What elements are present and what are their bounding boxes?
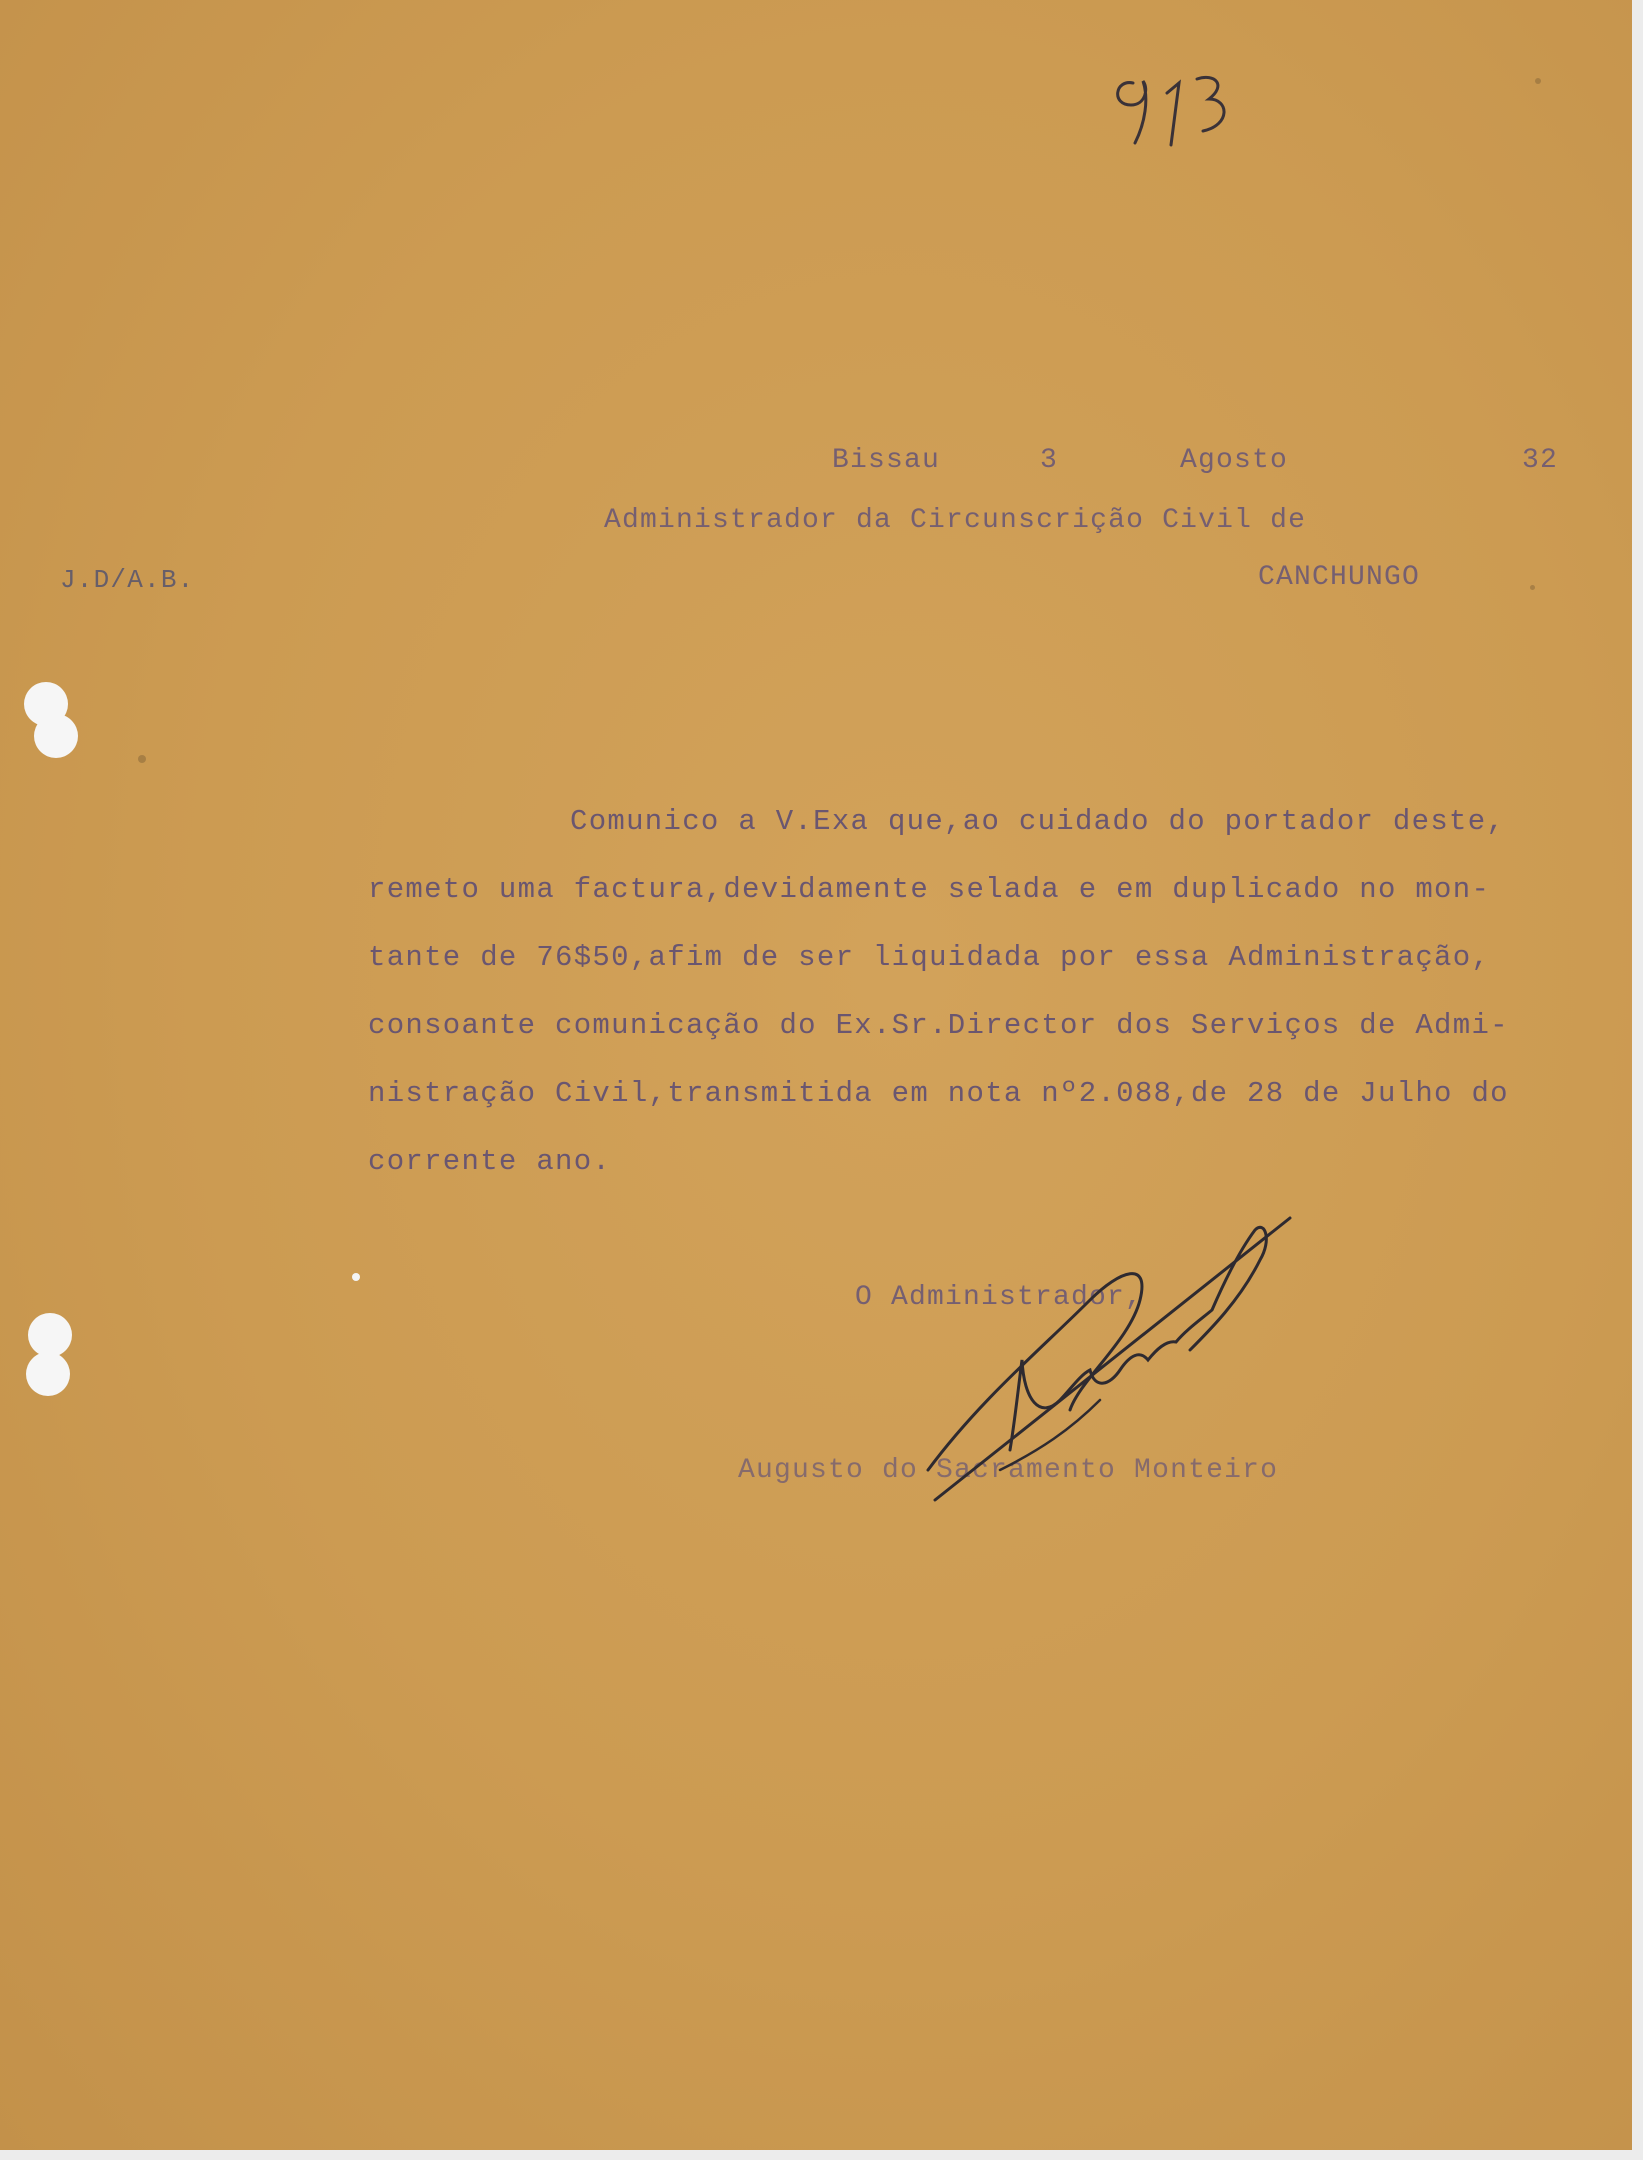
dateline-month: Agosto [1180, 445, 1289, 476]
dateline-year: 32 [1522, 445, 1559, 476]
body-line-1: Comunico a V.Exa que,ao cuidado do portador deste, [570, 805, 1506, 838]
punch-hole-lower-bottom [26, 1352, 70, 1396]
body-line-3: tante de 76$50,afim de ser liquidada por essa Administração, [368, 941, 1491, 974]
paper-speck [1530, 585, 1535, 590]
reference-initials: J.D/A.B. [60, 565, 195, 595]
handwritten-signature [920, 1150, 1300, 1520]
punch-hole-upper-bottom [34, 714, 78, 758]
paper-speck [352, 1273, 360, 1281]
addressee-title: Administrador da Circunscrição Civil de [604, 505, 1307, 536]
archive-number-handwritten [1105, 65, 1255, 155]
body-line-2: remeto uma factura,devidamente selada e em duplicado no mon- [368, 873, 1491, 906]
body-line-4: consoante comunicação do Ex.Sr.Director dos Serviços de Admi- [368, 1009, 1509, 1042]
scan-border-right [1632, 0, 1643, 2160]
scan-border-bottom [0, 2150, 1643, 2160]
dateline-day: 3 [1040, 445, 1059, 476]
punch-hole-lower-top [28, 1313, 72, 1357]
body-line-6: corrente ano. [368, 1145, 612, 1178]
paper-speck [138, 755, 146, 763]
paper-speck [1535, 78, 1541, 84]
addressee-place: CANCHUNGO [1258, 562, 1421, 593]
closing-title: O Administrador, [855, 1282, 1144, 1313]
dateline-place: Bissau [832, 445, 941, 476]
signatory-name: Augusto do Sacramento Monteiro [738, 1455, 1279, 1486]
body-line-5: nistração Civil,transmitida em nota nº2.088,de 28 de Julho do [368, 1077, 1509, 1110]
